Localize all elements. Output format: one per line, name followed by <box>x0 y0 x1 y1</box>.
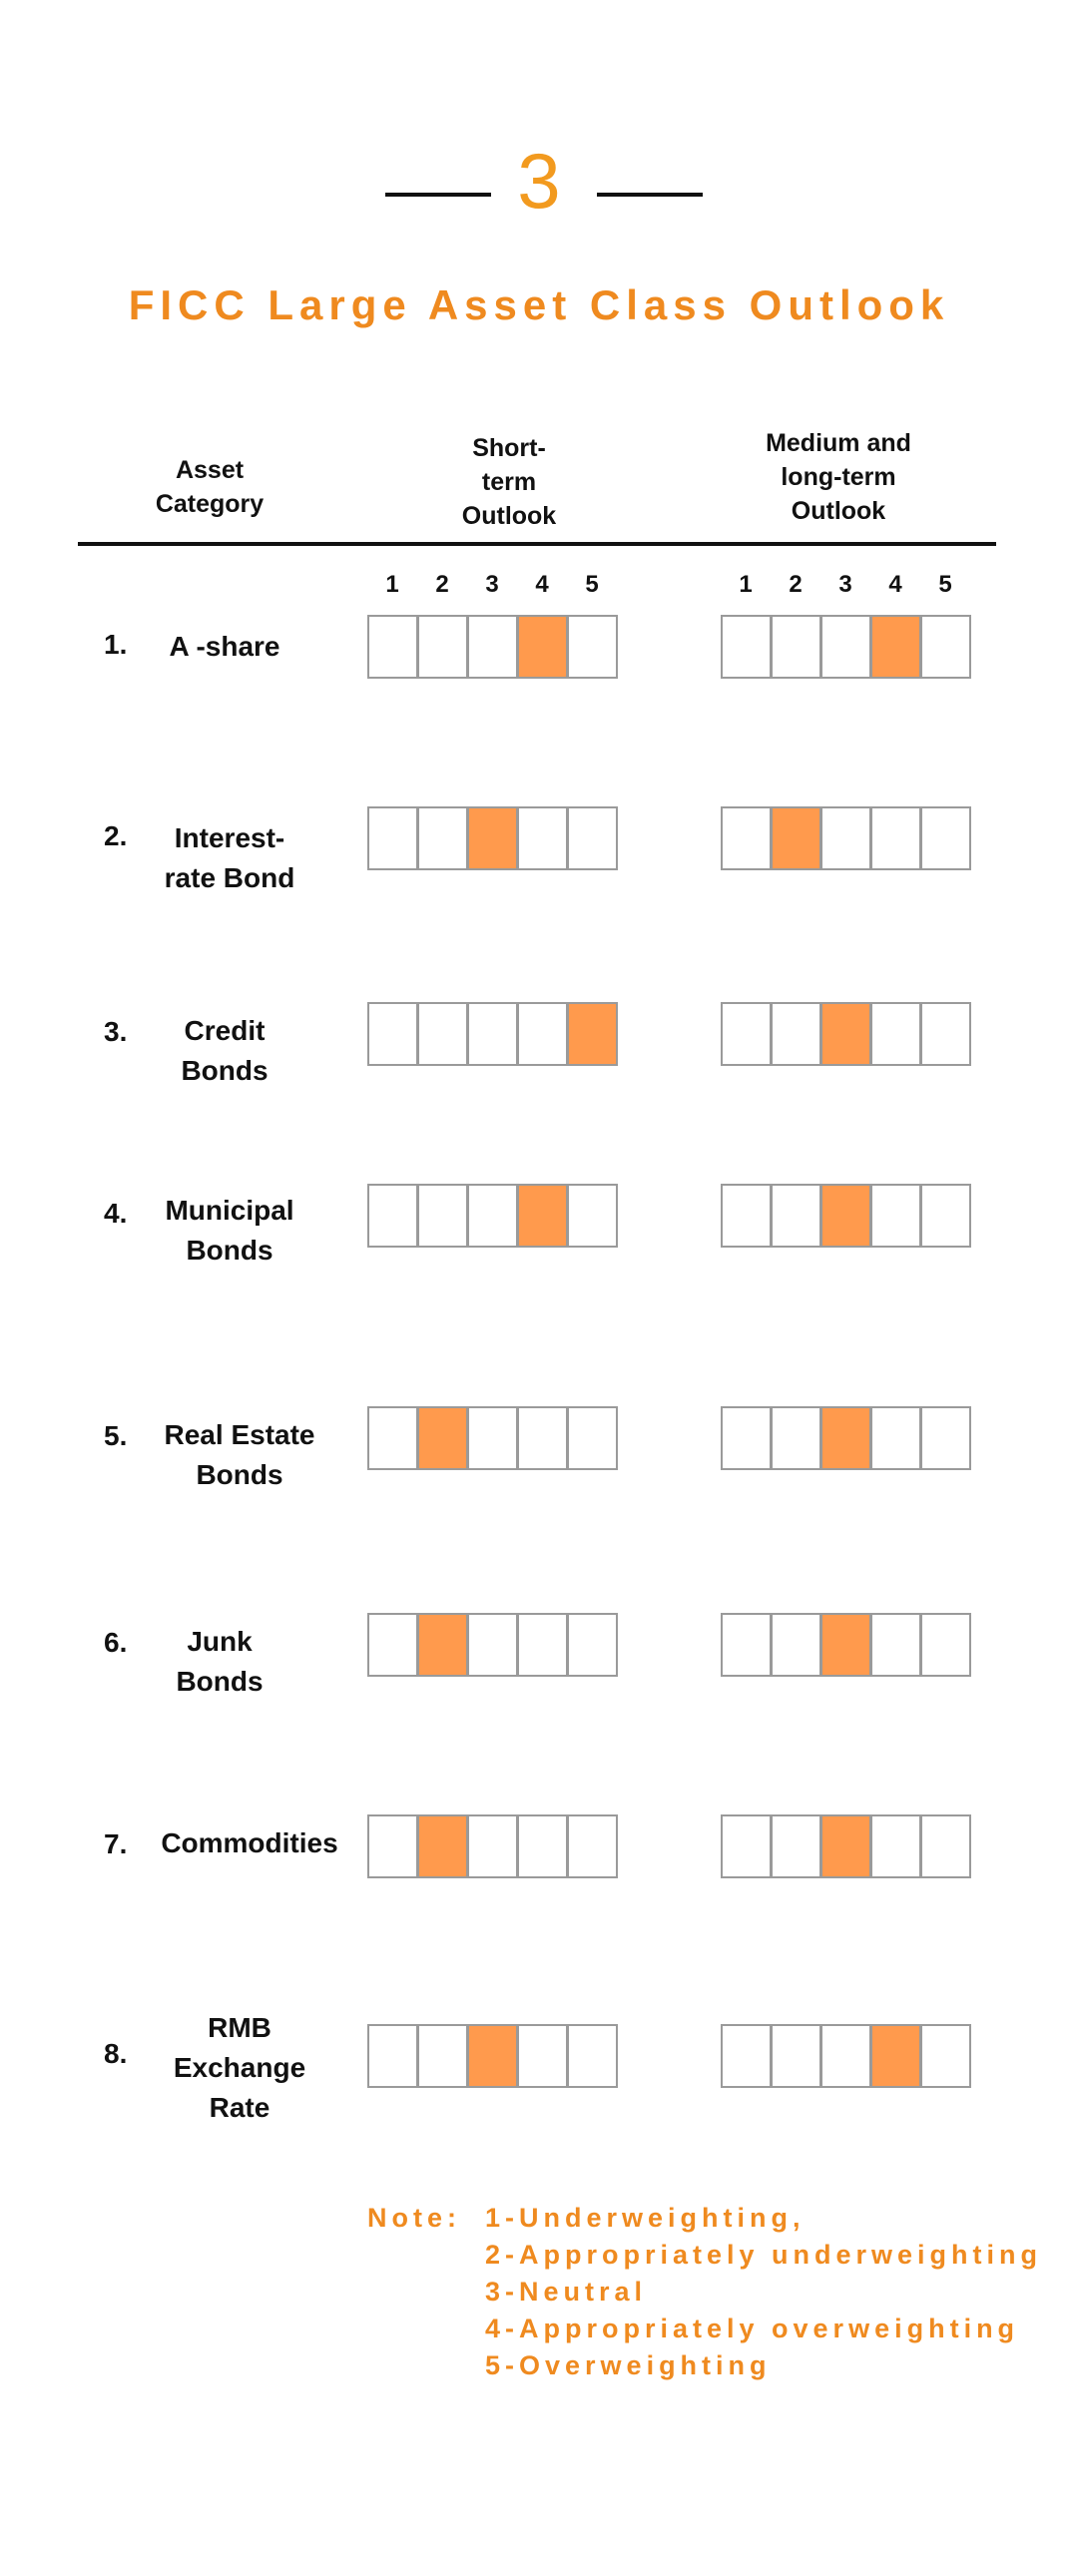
note-line: 2-Appropriately underweighting <box>485 2240 1043 2270</box>
rating-cell <box>567 615 618 679</box>
note-line: 5-Overweighting <box>485 2350 772 2380</box>
medium-term-rating <box>721 1002 970 1066</box>
rating-cell-selected <box>820 1406 871 1470</box>
rating-cell-selected <box>771 806 821 870</box>
medium-term-scale-4: 4 <box>888 571 902 598</box>
short-term-rating <box>367 1002 617 1066</box>
rating-cell <box>417 806 468 870</box>
rating-cell <box>820 2024 871 2088</box>
short-term-rating <box>367 1184 617 1248</box>
rating-cell <box>771 1613 821 1677</box>
short-term-rating <box>367 1406 617 1470</box>
rating-cell-selected <box>820 1184 871 1248</box>
asset-label: Interest- rate Bond <box>164 822 295 893</box>
row-number: 2. <box>104 820 128 851</box>
header-rule-left <box>385 193 491 197</box>
column-header-medium-long-term: Medium and long-term Outlook <box>766 429 911 525</box>
rating-cell-selected <box>517 615 568 679</box>
medium-term-rating <box>721 2024 970 2088</box>
medium-term-scale-5: 5 <box>938 571 952 598</box>
short-term-rating <box>367 2024 617 2088</box>
rating-cell <box>820 806 871 870</box>
asset-label: Junk Bonds <box>176 1626 264 1697</box>
rating-cell <box>721 1002 772 1066</box>
rating-cell <box>517 1613 568 1677</box>
row-number: 6. <box>104 1627 128 1658</box>
short-term-scale-3: 3 <box>485 571 499 598</box>
rating-cell <box>417 2024 468 2088</box>
short-term-scale-4: 4 <box>535 571 549 598</box>
row-number: 4. <box>104 1198 128 1229</box>
rating-cell <box>920 1814 971 1878</box>
rating-cell-selected <box>417 1406 468 1470</box>
rating-cell <box>467 615 518 679</box>
rating-cell <box>771 1406 821 1470</box>
rating-cell <box>417 1002 468 1066</box>
rating-cell <box>771 1814 821 1878</box>
rating-cell <box>567 1613 618 1677</box>
rating-cell-selected <box>820 1002 871 1066</box>
note-prefix: Note: <box>367 2203 461 2233</box>
short-term-scale-2: 2 <box>435 571 449 598</box>
asset-label: Real Estate Bonds <box>164 1419 315 1490</box>
rating-cell <box>870 806 921 870</box>
rating-cell <box>367 615 418 679</box>
medium-term-rating <box>721 1184 970 1248</box>
rating-cell <box>517 1406 568 1470</box>
row-number: 1. <box>104 629 128 660</box>
rating-cell-selected <box>467 806 518 870</box>
rating-cell <box>567 1184 618 1248</box>
rating-cell <box>467 1406 518 1470</box>
rating-cell-selected <box>417 1613 468 1677</box>
rating-cell <box>367 2024 418 2088</box>
rating-cell <box>367 1184 418 1248</box>
column-header-short-term: Short- term Outlook <box>461 434 557 530</box>
rating-cell <box>721 615 772 679</box>
medium-term-rating <box>721 806 970 870</box>
note-line: 3-Neutral <box>485 2277 648 2307</box>
rating-cell-selected <box>417 1814 468 1878</box>
rating-cell <box>367 1613 418 1677</box>
rating-cell <box>721 2024 772 2088</box>
section-number: 3 <box>517 137 561 225</box>
rating-cell <box>870 1184 921 1248</box>
row-number: 7. <box>104 1828 128 1859</box>
asset-label: RMB Exchange Rate <box>173 2012 306 2123</box>
short-term-rating <box>367 1814 617 1878</box>
rating-cell-selected <box>870 615 921 679</box>
row-number: 8. <box>104 2038 128 2069</box>
medium-term-scale-3: 3 <box>838 571 852 598</box>
rating-cell <box>920 615 971 679</box>
rating-cell-selected <box>870 2024 921 2088</box>
rating-cell-selected <box>567 1002 618 1066</box>
rating-cell <box>771 1184 821 1248</box>
rating-cell <box>517 2024 568 2088</box>
rating-cell-selected <box>517 1184 568 1248</box>
medium-term-scale-1: 1 <box>739 571 753 598</box>
rating-cell <box>771 2024 821 2088</box>
table-header-rule <box>78 542 996 546</box>
rating-cell <box>567 1814 618 1878</box>
rating-cell <box>417 1184 468 1248</box>
rating-cell <box>367 1406 418 1470</box>
medium-term-scale-2: 2 <box>789 571 803 598</box>
rating-cell <box>920 2024 971 2088</box>
row-number: 5. <box>104 1420 128 1451</box>
note-line: 1-Underweighting, <box>485 2203 806 2233</box>
short-term-rating <box>367 806 617 870</box>
rating-cell <box>920 1002 971 1066</box>
medium-term-rating <box>721 1406 970 1470</box>
rating-cell <box>367 1814 418 1878</box>
header-rule-right <box>597 193 703 197</box>
medium-term-rating <box>721 1814 970 1878</box>
rating-cell <box>870 1814 921 1878</box>
rating-cell <box>367 1002 418 1066</box>
rating-cell <box>870 1002 921 1066</box>
rating-cell <box>721 1814 772 1878</box>
rating-cell <box>467 1613 518 1677</box>
rating-cell <box>771 1002 821 1066</box>
rating-cell <box>567 806 618 870</box>
asset-label: Commodities <box>161 1827 338 1858</box>
rating-cell <box>820 615 871 679</box>
column-header-asset: Asset Category <box>155 456 265 518</box>
rating-cell <box>920 1184 971 1248</box>
row-number: 3. <box>104 1016 128 1047</box>
rating-cell <box>517 1002 568 1066</box>
rating-cell <box>771 615 821 679</box>
rating-cell <box>721 1613 772 1677</box>
rating-cell <box>517 1814 568 1878</box>
rating-cell <box>920 1613 971 1677</box>
rating-cell <box>467 1814 518 1878</box>
rating-cell-selected <box>820 1814 871 1878</box>
short-term-rating <box>367 1613 617 1677</box>
short-term-scale-1: 1 <box>385 571 399 598</box>
rating-cell <box>870 1613 921 1677</box>
page-title: FICC Large Asset Class Outlook <box>128 281 950 328</box>
rating-cell <box>920 806 971 870</box>
rating-cell <box>467 1002 518 1066</box>
asset-label: Municipal Bonds <box>165 1195 294 1266</box>
asset-label: Credit Bonds <box>181 1015 269 1086</box>
rating-cell <box>721 1406 772 1470</box>
rating-cell <box>567 2024 618 2088</box>
medium-term-rating <box>721 1613 970 1677</box>
rating-cell <box>870 1406 921 1470</box>
rating-cell <box>417 615 468 679</box>
asset-label: A -share <box>169 631 280 662</box>
rating-cell <box>920 1406 971 1470</box>
short-term-rating <box>367 615 617 679</box>
rating-cell <box>721 1184 772 1248</box>
rating-cell <box>721 806 772 870</box>
rating-cell <box>367 806 418 870</box>
medium-term-rating <box>721 615 970 679</box>
rating-cell-selected <box>820 1613 871 1677</box>
rating-cell <box>567 1406 618 1470</box>
note-line: 4-Appropriately overweighting <box>485 2314 1020 2343</box>
rating-cell <box>467 1184 518 1248</box>
short-term-scale-5: 5 <box>585 571 599 598</box>
rating-cell-selected <box>467 2024 518 2088</box>
rating-cell <box>517 806 568 870</box>
